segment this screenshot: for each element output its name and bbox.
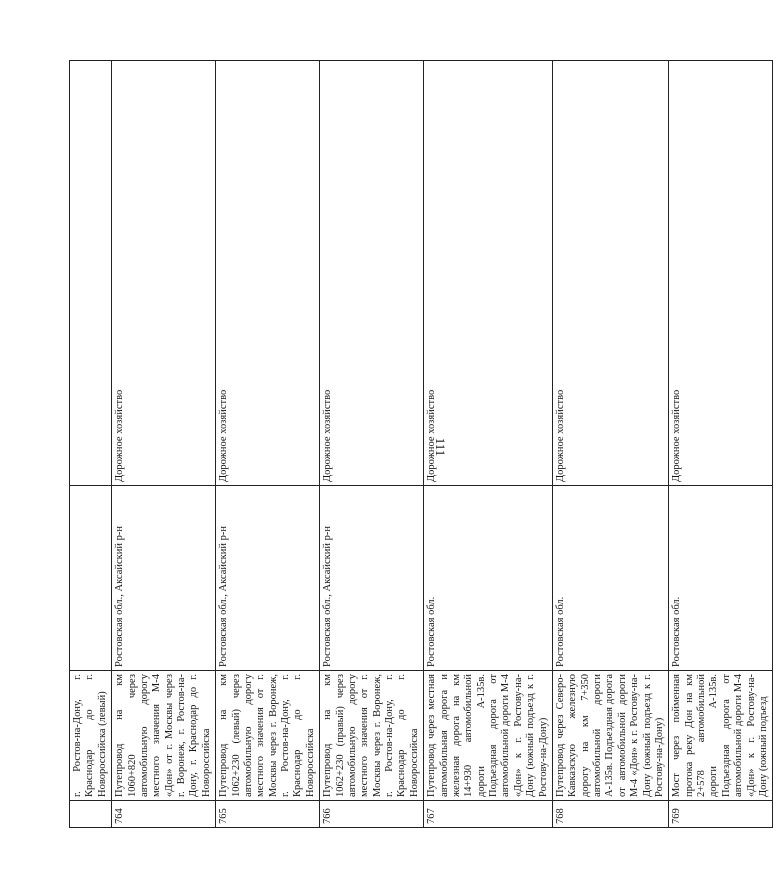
owner-cell	[70, 61, 112, 486]
location-cell: Ростовская обл., Аксайский р-н	[112, 486, 216, 671]
rotated-table-wrapper	[69, 61, 769, 828]
owner-cell: Дорожное хозяйство	[424, 61, 553, 486]
location-cell: Ростовская обл.	[552, 486, 668, 671]
object-name-cell: Путепровод на км 1062+230 (левый) через автомобильную дорогу местного значения от г. Москвы через г. Воронеж, г. Ростов-на-Дону, г. Краснодар до г. Новороссийска	[216, 671, 320, 801]
location-cell: Ростовская обл.	[669, 486, 773, 671]
row-number-cell: 768	[552, 801, 668, 828]
table-row	[70, 61, 112, 828]
owner-cell: Дорожное хозяйство	[216, 61, 320, 486]
location-cell: Ростовская обл.	[424, 486, 553, 671]
row-number-cell: 767	[424, 801, 553, 828]
object-name-cell: Путепровод на км 1060+820 через автомобильную дорогу местного значения М-4 «Дон» от г. Москвы через г. Воронеж, г. Ростов-на-Дону, г. Краснодар до г. Новороссийска	[112, 671, 216, 801]
row-number-cell: 764	[112, 801, 216, 828]
page-number: 111	[433, 437, 448, 457]
owner-cell: Дорожное хозяйство	[112, 61, 216, 486]
location-cell: Ростовская обл., Аксайский р-н	[216, 486, 320, 671]
table-row	[320, 61, 424, 828]
row-number-cell: 766	[320, 801, 424, 828]
owner-cell: Дорожное хозяйство	[552, 61, 668, 486]
table-row	[552, 61, 668, 828]
object-name-cell: Путепровод на км 1062+230 (правый) через автомобильную дорогу местного значения от г. Москвы через г. Воронеж, г. Ростов-на-Дону, г. Краснодар до г. Новороссийска	[320, 671, 424, 801]
owner-cell: Дорожное хозяйство	[669, 61, 773, 486]
object-name-cell: г. Ростов-на-Дону, г. Краснодар до г. Новороссийска (левый)	[70, 671, 112, 801]
owner-cell: Дорожное хозяйство	[320, 61, 424, 486]
location-cell	[70, 486, 112, 671]
table-row	[424, 61, 553, 828]
object-name-cell: Мост через пойменная протока реку Дон на км 2+578 автомобильной дороги А-135в. Подъездная дорога от автомобильной дороги М-4 «Дон» к г. Ростову-на-Дону (южный подъезд	[669, 671, 773, 801]
object-name-cell: Путепровод через местная автомобильная дорога и железная дорога на км 14+930 автомобильной дороги А-135в. Подъездная дорога от автомобильной дороги М-4 «Дон» к г. Ростову-на-Дону (южный подъезд к г. Ростову-на-Дону)	[424, 671, 553, 801]
registry-table	[69, 60, 773, 828]
row-number-cell: 769	[669, 801, 773, 828]
row-number-cell	[70, 801, 112, 828]
table-row	[669, 61, 773, 828]
table-row	[112, 61, 216, 828]
location-cell: Ростовская обл., Аксайский р-н	[320, 486, 424, 671]
object-name-cell: Путепровод через Северо-Кавказскую железную дорогу на км 7+350 автомобильной дороги А-135в. Подъездная дорога от автомобильной дороги М-4 «Дон» к г. Ростову-на-Дону (южный подъезд к г. Ростову-на-Дону)	[552, 671, 668, 801]
table-row	[216, 61, 320, 828]
row-number-cell: 765	[216, 801, 320, 828]
